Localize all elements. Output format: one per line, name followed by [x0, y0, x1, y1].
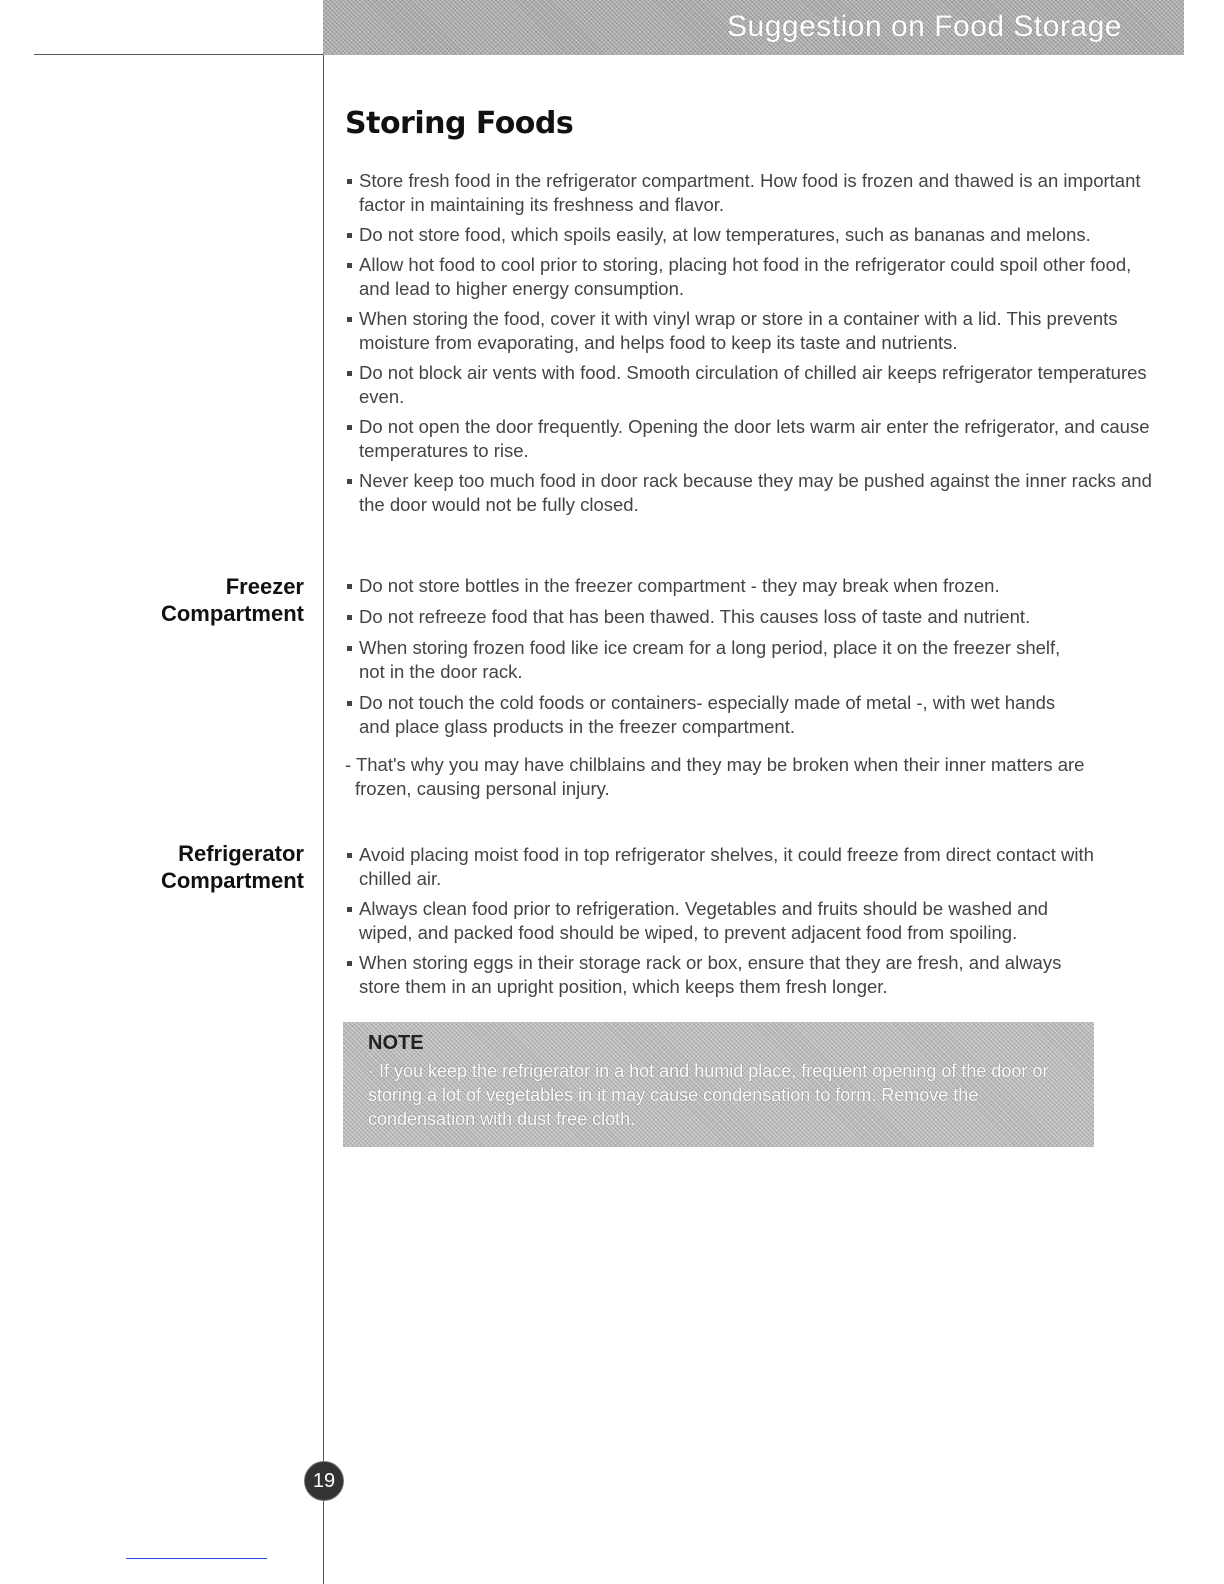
- refrigerator-list: [345, 843, 1100, 1005]
- freezer-list: [345, 574, 1085, 746]
- refrigerator-label-line2: Compartment: [160, 868, 304, 893]
- page-number: 19: [312, 1469, 336, 1492]
- list-item: Do not open the door frequently. Opening the door lets warm air enter the refrigerator, and cause temperatures to rise.: [345, 415, 1157, 463]
- list-item: When storing eggs in their storage rack or box, ensure that they are fresh, and always store them in an upright position, which keeps them fresh longer.: [345, 951, 1100, 999]
- freezer-label-line2: Compartment: [160, 601, 304, 626]
- freezer-warning-text: - That's why you may have chilblains and they may be broken when their inner matters are frozen, causing personal injury.: [345, 754, 1085, 799]
- refrigerator-section-label: [161, 840, 304, 894]
- list-item: Allow hot food to cool prior to storing, placing hot food in the refrigerator could spoil other food, and lead to higher energy consumption.: [345, 253, 1157, 301]
- section-header-band: [323, 0, 1184, 55]
- footer-underline: [126, 1558, 267, 1559]
- section-title: Suggestion on Food Storage: [727, 10, 1122, 43]
- page-title: Storing Foods: [345, 106, 574, 141]
- note-box: [343, 1022, 1094, 1147]
- list-item: Do not refreeze food that has been thawed. This causes loss of taste and nutrient.: [345, 605, 1085, 629]
- list-item: Store fresh food in the refrigerator compartment. How food is frozen and thawed is an important factor in maintaining its freshness and flavor.: [345, 169, 1157, 217]
- list-item: Do not touch the cold foods or containers- especially made of metal -, with wet hands and place glass products in the freezer compartment.: [345, 691, 1085, 739]
- list-item: Do not store food, which spoils easily, at low temperatures, such as bananas and melons.: [345, 223, 1157, 247]
- list-item: Never keep too much food in door rack because they may be pushed against the inner racks and the door would not be fully closed.: [345, 469, 1157, 517]
- freezer-label-line1: Freezer: [225, 574, 304, 599]
- vertical-divider: [323, 0, 324, 1584]
- list-item: Avoid placing moist food in top refrigerator shelves, it could freeze from direct contact with chilled air.: [345, 843, 1100, 891]
- freezer-section-label: [161, 573, 304, 627]
- note-text: · If you keep the refrigerator in a hot and humid place, frequent opening of the door or storing a lot of vegetables in it may cause condensation to form. Remove the condensation with dust free cloth.: [368, 1061, 1049, 1129]
- list-item: Always clean food prior to refrigeration. Vegetables and fruits should be washed and wiped, and packed food should be wiped, to prevent adjacent food from spoiling.: [345, 897, 1100, 945]
- list-item: When storing frozen food like ice cream for a long period, place it on the freezer shelf, not in the door rack.: [345, 636, 1085, 684]
- list-item: Do not store bottles in the freezer compartment - they may break when frozen.: [345, 574, 1085, 598]
- refrigerator-label-line1: Refrigerator: [178, 841, 304, 866]
- page-number-badge: [304, 1461, 344, 1501]
- storing-foods-list: [345, 169, 1157, 523]
- list-item: When storing the food, cover it with vinyl wrap or store in a container with a lid. This prevents moisture from evaporating, and helps food to keep its taste and nutrients.: [345, 307, 1157, 355]
- note-title: NOTE: [368, 1032, 424, 1054]
- list-item: Do not block air vents with food. Smooth circulation of chilled air keeps refrigerator temperatures even.: [345, 361, 1157, 409]
